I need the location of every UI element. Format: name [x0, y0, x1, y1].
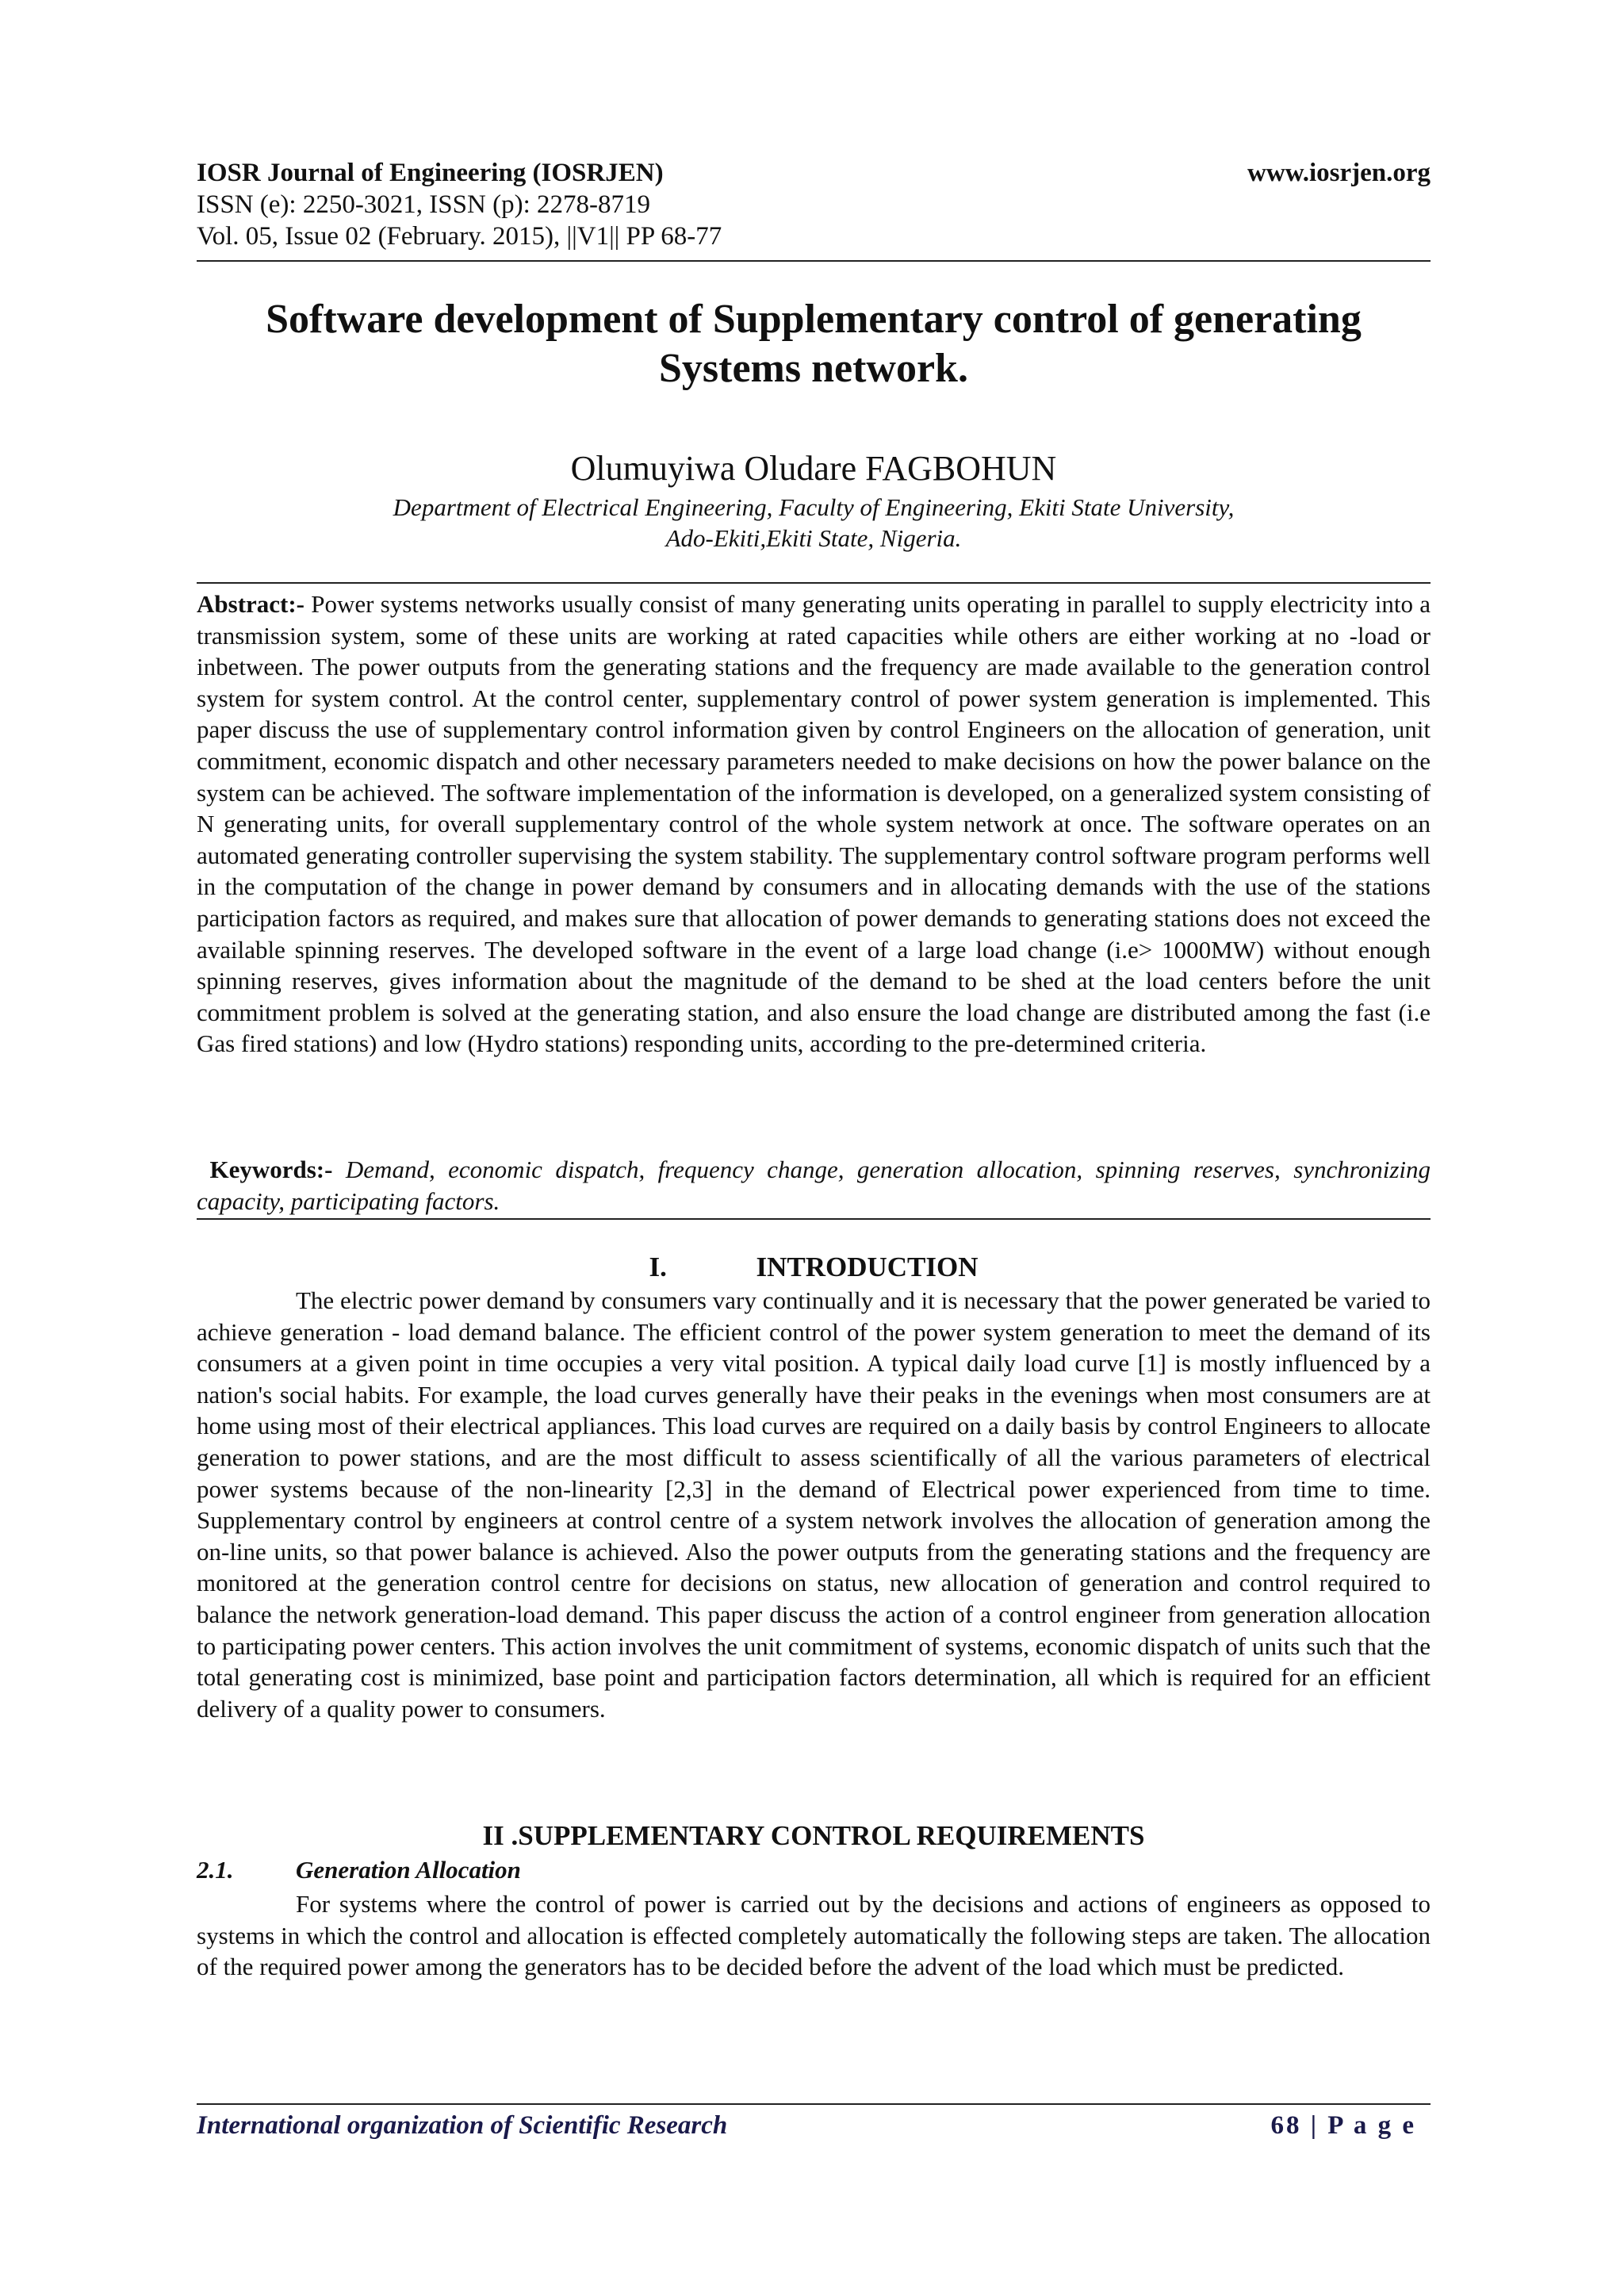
keywords-bottom-rule	[197, 1218, 1431, 1220]
affiliation-line-1: Department of Electrical Engineering, Faculty of Engineering, Ekiti State University,	[393, 493, 1235, 521]
affiliation-line-2: Ado-Ekiti,Ekiti State, Nigeria.	[665, 524, 962, 552]
abstract-label: Abstract:-	[197, 590, 305, 618]
journal-website: www.iosrjen.org	[1247, 159, 1431, 187]
section-number: I.	[649, 1251, 667, 1282]
paper-title	[197, 295, 1431, 393]
journal-issn: ISSN (e): 2250-3021, ISSN (p): 2278-8719	[197, 190, 650, 219]
journal-name: IOSR Journal of Engineering (IOSRJEN)	[197, 159, 664, 187]
footer-page-number: 68 | P a g e	[1270, 2111, 1416, 2140]
keywords-label: Keywords:-	[209, 1156, 333, 1183]
author-affiliation	[197, 492, 1431, 554]
paper-title-line-2: Systems network.	[659, 346, 968, 391]
abstract-top-rule	[197, 582, 1431, 584]
header-rule	[197, 260, 1431, 262]
keywords-text: Demand, economic dispatch, frequency change, generation allocation, spinning reserves, synchronizing capacity, participating factors.	[197, 1156, 1431, 1215]
abstract	[197, 588, 1431, 1060]
footer-organization: International organization of Scientific Research	[197, 2111, 728, 2140]
subsection-title: Generation Allocation	[296, 1856, 521, 1884]
footer-rule	[197, 2103, 1431, 2105]
author-name: Olumuyiwa Oludare FAGBOHUN	[570, 449, 1057, 488]
subsection-heading-generation-allocation	[197, 1854, 521, 1886]
keywords	[197, 1154, 1431, 1217]
subsection-number: 2.1.	[197, 1856, 234, 1884]
paper-title-line-1: Software development of Supplementary control of generating	[266, 297, 1362, 342]
generation-allocation-paragraph: For systems where the control of power is carried out by the decisions and actions of engineers as opposed to systems in which the control and allocation is effected completely automatically the following steps are taken. The allocation of the required power among the generators has to be decided before the advent of the load which must be predicted.	[197, 1890, 1431, 1981]
introduction-paragraph: The electric power demand by consumers vary continually and it is necessary that the power generated be varied to achieve generation - load demand balance. The efficient control of the power system generation to meet the demand of its consumers at a given point in time occupies a very vital position. A typical daily load curve [1] is mostly influenced by a nation's social habits. For example, the load curves generally have their peaks in the evenings when most consumers are at home using most of their electrical appliances. This load curves are required on a daily basis by control Engineers to allocate generation to power stations, and are the most difficult to assess scientifically of all the various parameters of electrical power systems because of the non-linearity [2,3] in the demand of Electrical power experienced from time to time. Supplementary control by engineers at control centre of a system network involves the allocation of generation among the on-line units, so that power balance is achieved. Also the power outputs from the generating stations and the frequency are monitored at the generation control centre for decisions on status, new allocation of generation and control required to balance the network generation-load demand. This paper discuss the action of a control engineer from generation allocation to participating power centers. This action involves the unit commitment of systems, economic dispatch of units such that the total generating cost is minimized, base point and participation factors determination, all which is required for an efficient delivery of a quality power to consumers.	[197, 1286, 1431, 1723]
section-heading-introduction	[197, 1251, 1431, 1283]
section-title: INTRODUCTION	[756, 1251, 979, 1282]
section-heading-supplementary-control: II .SUPPLEMENTARY CONTROL REQUIREMENTS	[482, 1820, 1145, 1851]
abstract-text: Power systems networks usually consist of many generating units operating in parallel to supply electricity into a transmission system, some of these units are working at rated capacities while others are either working at no -load or inbetween. The power outputs from the generating stations and the frequency are made available to the generation control system for system control. At the control center, supplementary control of power system generation is implemented. This paper discuss the use of supplementary control information given by control Engineers on the allocation of generation, unit commitment, economic dispatch and other necessary parameters needed to make decisions on how the power balance on the system can be achieved. The software implementation of the information is developed, on a generalized system consisting of N generating units, for overall supplementary control of the whole system network at once. The software operates on an automated generating controller supervising the system stability. The supplementary control software program performs well in the computation of the change in power demand by consumers and in allocating demands with the use of the stations participation factors as required, and makes sure that allocation of power demands to generating stations does not exceed the available spinning reserves. The developed software in the event of a large load change (i.e> 1000MW) without enough spinning reserves, gives information about the magnitude of the demand to be shed at the load centers before the unit commitment problem is solved at the generating station, and also ensure the load change are distributed among the fast (i.e Gas fired stations) and low (Hydro stations) responding units, according to the pre-determined criteria.	[197, 590, 1431, 1058]
journal-volume: Vol. 05, Issue 02 (February. 2015), ||V1|| PP 68-77	[197, 222, 722, 251]
